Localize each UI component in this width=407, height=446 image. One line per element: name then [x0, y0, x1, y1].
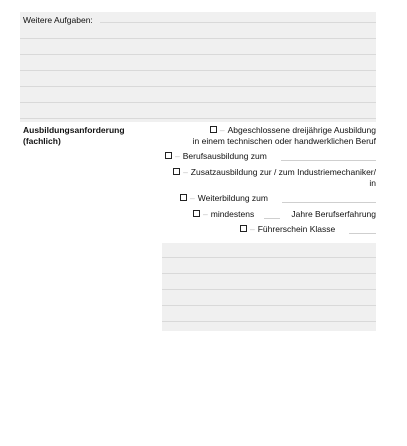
req-item-label: in einem technischen oder handwerklichen Beruf: [192, 136, 376, 146]
req-item-min-experience[interactable]: [193, 209, 254, 220]
text-line: [20, 118, 376, 119]
req-item-label: Berufsausbildung zum: [182, 151, 267, 161]
text-line: [20, 54, 376, 55]
dash-icon: –: [175, 151, 180, 161]
checkbox[interactable]: [193, 210, 200, 217]
further-tasks-box[interactable]: [20, 12, 376, 122]
text-line: [20, 102, 376, 103]
dash-icon: –: [183, 167, 188, 177]
text-line: [162, 257, 376, 258]
dash-icon: –: [203, 209, 208, 219]
checkbox[interactable]: [180, 194, 187, 201]
fill-line[interactable]: [281, 160, 376, 161]
requirements-heading-line2: (fachlich): [23, 136, 61, 146]
further-tasks-label: Weitere Aufgaben:: [23, 15, 93, 25]
dash-icon: –: [190, 193, 195, 203]
text-line: [20, 86, 376, 87]
text-line: [100, 22, 376, 23]
text-line: [162, 289, 376, 290]
req-item-vocational-training[interactable]: [165, 151, 267, 162]
req-item-label: mindestens: [210, 209, 255, 219]
text-line: [162, 321, 376, 322]
years-fill-line[interactable]: [264, 218, 280, 219]
req-item-label: in: [369, 178, 376, 188]
text-line: [162, 305, 376, 306]
req-item-in: [369, 178, 376, 189]
req-item-label: Jahre Berufserfahrung: [291, 209, 376, 219]
checkbox[interactable]: [165, 152, 172, 159]
fill-line[interactable]: [349, 233, 376, 234]
requirements-notes-box[interactable]: [162, 243, 376, 331]
requirements-heading-line1: Ausbildungsanforderung: [23, 125, 125, 135]
req-item-label: Abgeschlossene dreijährige Ausbildung: [227, 125, 376, 135]
dash-icon: –: [250, 224, 255, 234]
req-item-additional-training[interactable]: [173, 167, 376, 178]
req-item-experience-suffix: [291, 209, 376, 220]
req-item-technical-trade: [193, 136, 376, 147]
req-item-label: Führerschein Klasse: [257, 224, 336, 234]
checkbox[interactable]: [210, 126, 217, 133]
req-item-drivers-license[interactable]: [240, 224, 335, 235]
checkbox[interactable]: [173, 168, 180, 175]
checkbox[interactable]: [240, 225, 247, 232]
req-item-label: Zusatzausbildung zur / zum Industriemechaniker/: [190, 167, 376, 177]
fill-line[interactable]: [282, 202, 376, 203]
text-line: [162, 273, 376, 274]
text-line: [20, 70, 376, 71]
req-item-completed-training[interactable]: [210, 125, 376, 136]
dash-icon: –: [219, 125, 225, 135]
req-item-further-education[interactable]: [180, 193, 268, 204]
requirements-heading: [23, 125, 125, 147]
req-item-label: Weiterbildung zum: [197, 193, 268, 203]
text-line: [20, 38, 376, 39]
